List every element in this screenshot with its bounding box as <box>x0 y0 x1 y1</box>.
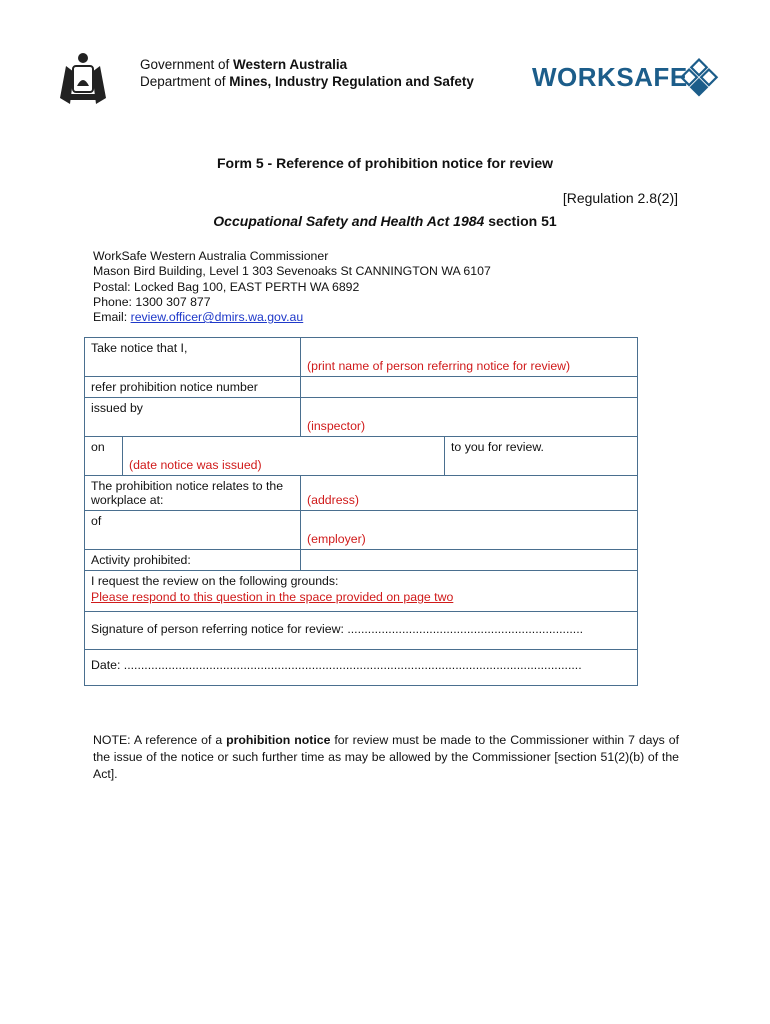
name-hint: (print name of person referring notice for review) <box>307 359 571 373</box>
activity-label: Activity prohibited: <box>85 550 301 571</box>
table-row <box>85 650 638 686</box>
worksafe-logo-text: WORKSAFE <box>532 62 688 92</box>
table-row <box>85 398 638 437</box>
workplace-address-field[interactable] <box>301 476 638 511</box>
date-field[interactable]: Date: ...................................................................................................................................... <box>85 650 638 686</box>
date-hint: (date notice was issued) <box>129 458 262 472</box>
signature-field[interactable]: Signature of person referring notice for review: ..................................................................... <box>85 612 638 650</box>
address-hint: (address) <box>307 493 359 507</box>
take-notice-label: Take notice that I, <box>85 338 301 377</box>
table-row <box>85 612 638 650</box>
table-row <box>85 437 638 476</box>
coat-of-arms-icon <box>56 48 110 108</box>
commissioner-address <box>93 249 491 325</box>
grounds-cell <box>85 571 638 612</box>
inspector-field[interactable] <box>301 398 638 437</box>
table-row <box>85 571 638 612</box>
note-paragraph: NOTE: A reference of a prohibition notice for review must be made to the Commissioner within 7 days of the issue of the notice or such further time as may be allowed by the Commissioner [section 51(2)(b) of the Act]. <box>93 733 680 781</box>
inspector-hint: (inspector) <box>307 419 366 433</box>
employer-field[interactable] <box>301 511 638 550</box>
on-label: on <box>85 437 123 476</box>
email-line: Email: review.officer@dmirs.wa.gov.au <box>93 310 304 325</box>
refer-number-label: refer prohibition notice number <box>85 377 301 398</box>
table-row <box>85 377 638 398</box>
email-link[interactable]: review.officer@dmirs.wa.gov.au <box>130 310 304 325</box>
note-bold-term: prohibition notice <box>226 733 331 747</box>
table-row <box>85 511 638 550</box>
page-header <box>56 44 716 108</box>
form-title: Form 5 - Reference of prohibition notice for review <box>216 155 554 171</box>
address-line: Postal: Locked Bag 100, EAST PERTH WA 6892 <box>93 279 360 294</box>
regulation-reference: [Regulation 2.8(2)] <box>562 190 678 206</box>
to-you-label: to you for review. <box>445 437 638 476</box>
date-issued-field[interactable] <box>123 437 445 476</box>
worksafe-logo <box>532 58 722 98</box>
address-line: WorkSafe Western Australia Commissioner <box>93 249 329 263</box>
table-row <box>85 338 638 377</box>
act-heading: Occupational Safety and Health Act 1984 section 51 <box>213 213 557 229</box>
employer-hint: (employer) <box>307 532 366 546</box>
name-field[interactable] <box>301 338 638 377</box>
government-title: Government of Western Australia Department of Mines, Industry Regulation and Safety <box>140 57 474 89</box>
address-line: Mason Bird Building, Level 1 303 Sevenoaks St CANNINGTON WA 6107 <box>93 264 491 279</box>
grounds-label: I request the review on the following grounds: <box>91 574 339 588</box>
notice-number-field[interactable] <box>301 377 638 398</box>
referral-form-table <box>84 337 638 686</box>
issued-by-label: issued by <box>85 398 301 437</box>
activity-field[interactable] <box>301 550 638 571</box>
worksafe-diamond-icon <box>678 58 720 98</box>
table-row <box>85 550 638 571</box>
grounds-hint: Please respond to this question in the space provided on page two <box>91 590 454 604</box>
of-label: of <box>85 511 301 550</box>
table-row <box>85 476 638 511</box>
relates-to-label: The prohibition notice relates to the workplace at: <box>85 476 301 511</box>
phone-line: Phone: 1300 307 877 <box>93 294 211 309</box>
